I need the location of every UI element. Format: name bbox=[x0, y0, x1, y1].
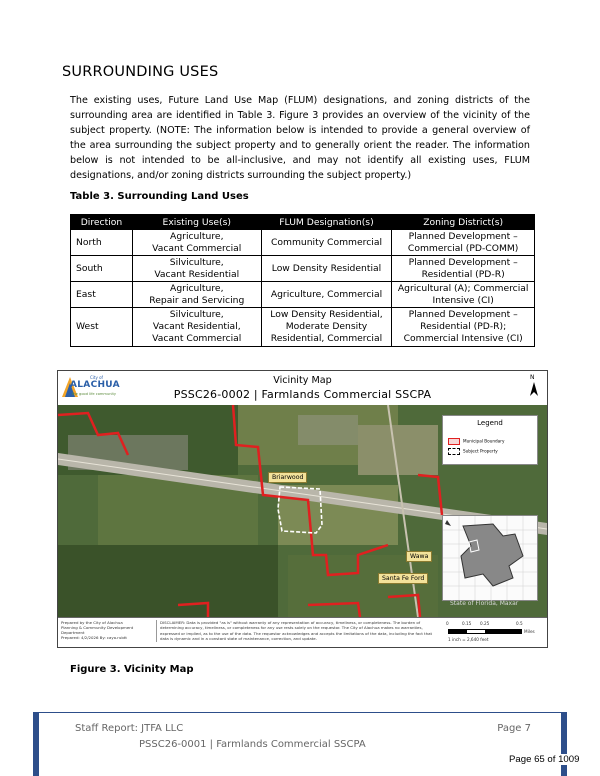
existing-use-cell: Agriculture, Repair and Servicing bbox=[132, 282, 261, 308]
direction-cell: North bbox=[71, 230, 133, 256]
santa-fe-ford-label: Santa Fe Ford bbox=[378, 573, 428, 584]
footer-page-number: Page 7 bbox=[497, 723, 531, 734]
table-row bbox=[71, 256, 535, 282]
briarwood-label: Briarwood bbox=[268, 472, 307, 483]
locator-inset-map bbox=[442, 515, 538, 601]
map-header bbox=[58, 371, 547, 405]
section-heading: SURROUNDING USES bbox=[62, 64, 219, 80]
column-header: Zoning District(s) bbox=[392, 215, 535, 230]
existing-use-cell: Agriculture, Vacant Commercial bbox=[132, 230, 261, 256]
zoning-cell: Planned Development – Residential (PD-R); Commercial Intensive (CI) bbox=[392, 308, 535, 347]
page-footer bbox=[33, 712, 567, 776]
existing-use-cell: Silviculture, Vacant Residential bbox=[132, 256, 261, 282]
page-count: Page 65 of 1009 bbox=[509, 754, 580, 765]
surrounding-uses-table bbox=[70, 214, 535, 347]
column-header: Existing Use(s) bbox=[132, 215, 261, 230]
flum-cell: Community Commercial bbox=[261, 230, 392, 256]
scale-bar: 0 0.15 0.25 0.5 Miles 1 inch = 2,640 feet bbox=[446, 621, 535, 642]
legend-item: Municipal Boundary bbox=[448, 438, 504, 445]
logo-tagline: the good life community bbox=[72, 392, 117, 396]
zoning-cell: Planned Development – Residential (PD-R) bbox=[392, 256, 535, 282]
imagery-credit: State of Florida, Maxar bbox=[450, 600, 519, 607]
table-row bbox=[71, 308, 535, 347]
legend-item: Subject Property bbox=[448, 448, 498, 455]
direction-cell: East bbox=[71, 282, 133, 308]
disclaimer: DISCLAIMER: Data is provided "as is" without warranty of any representation of accuracy, timeliness, or completeness. The burden of determining accuracy, timeliness, or completeness for any use rests solely on the requestor. The City of Alachua makes no warranties, expressed or implied, as to the use of the data. The requestor acknowledges and accepts the limitations of the data, including the fact that data is dynamic and in a constant state of maintenance, correction, and update. bbox=[156, 620, 442, 642]
zoning-cell: Agricultural (A); Commercial Intensive (CI) bbox=[392, 282, 535, 308]
map-title: Vicinity Map bbox=[273, 375, 332, 386]
table-row bbox=[71, 230, 535, 256]
existing-use-cell: Silviculture, Vacant Residential, Vacant Commercial bbox=[132, 308, 261, 347]
table-header-row bbox=[71, 215, 535, 230]
legend-title: Legend bbox=[477, 419, 503, 427]
direction-cell: West bbox=[71, 308, 133, 347]
prepared-by: Prepared by the City of Alachua Planning & Community Development Department Prepared: 4/2/2026 By: cayo.rubtt bbox=[61, 620, 134, 640]
map-footer bbox=[58, 617, 547, 648]
zoning-cell: Planned Development – Commercial (PD-COMM) bbox=[392, 230, 535, 256]
subject-property-swatch-icon bbox=[448, 448, 460, 455]
logo-name: ALACHUA bbox=[70, 380, 120, 390]
map-subtitle: PSSC26-0002 | Farmlands Commercial SSCPA bbox=[173, 388, 432, 401]
table-caption: Table 3. Surrounding Land Uses bbox=[70, 191, 249, 202]
logo-city: City of bbox=[90, 375, 103, 380]
wawa-label: Wawa bbox=[406, 551, 432, 562]
scale-bar-graphic bbox=[448, 629, 522, 634]
column-header: Direction bbox=[71, 215, 133, 230]
flum-cell: Low Density Residential bbox=[261, 256, 392, 282]
flum-cell: Low Density Residential, Moderate Density Residential, Commercial bbox=[261, 308, 392, 347]
intro-paragraph: The existing uses, Future Land Use Map (FLUM) designations, and zoning districts of the surrounding area are identified in Table 3. Figure 3 provides an overview of the vicinity of the subject property. (NOTE: The information below is intended to provide a general overview of the area surrounding the subject property and to generally orient the reader. The information below is not intended to be all-inclusive, and may not identify all existing uses, FLUM designations, and/or zoning districts surrounding the subject property.) bbox=[70, 95, 530, 181]
column-header: FLUM Designation(s) bbox=[261, 215, 392, 230]
footer-staff-report: Staff Report: JTFA LLC bbox=[75, 723, 184, 734]
north-arrow-icon bbox=[527, 374, 541, 398]
figure-caption: Figure 3. Vicinity Map bbox=[70, 664, 194, 675]
footer-case-title: PSSC26-0001 | Farmlands Commercial SSCPA bbox=[139, 739, 366, 750]
table-row bbox=[71, 282, 535, 308]
map-legend bbox=[442, 415, 538, 465]
vicinity-map bbox=[57, 370, 548, 648]
municipal-boundary-swatch-icon bbox=[448, 438, 460, 445]
flum-cell: Agriculture, Commercial bbox=[261, 282, 392, 308]
north-label: N bbox=[530, 374, 535, 381]
direction-cell: South bbox=[71, 256, 133, 282]
